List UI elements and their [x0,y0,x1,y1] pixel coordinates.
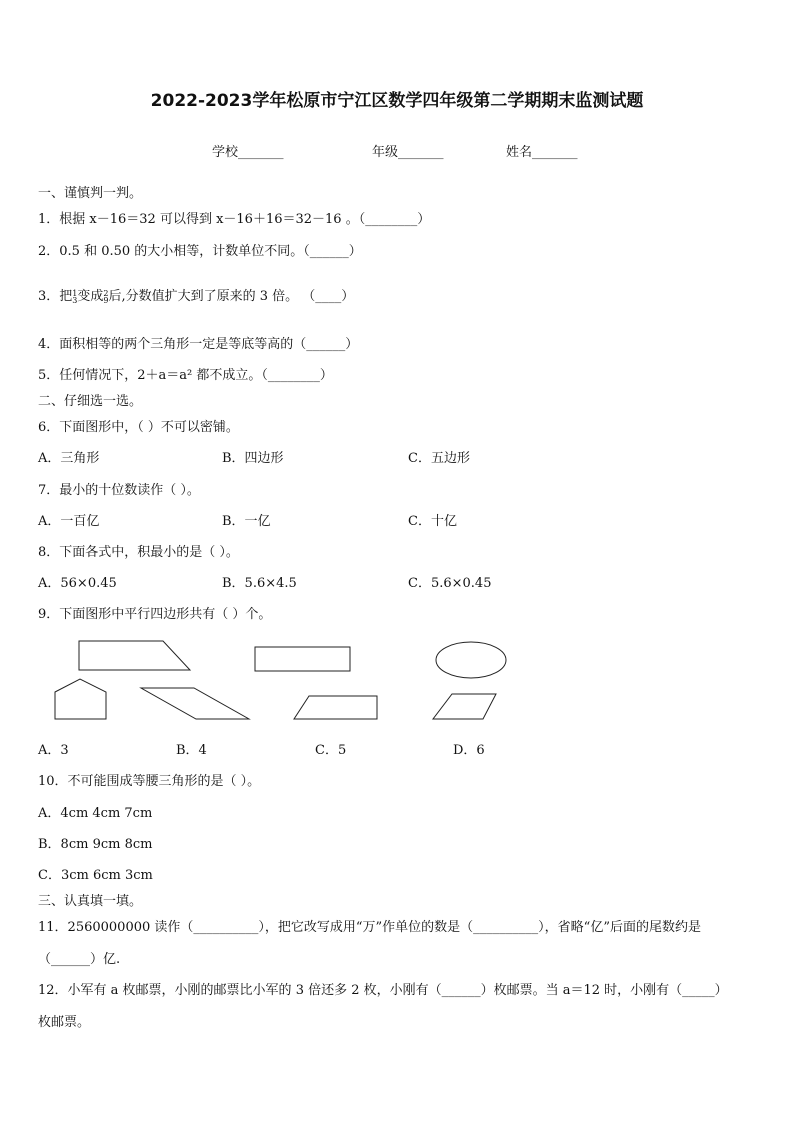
question-8: 8．下面各式中，积最小的是（ ）。 [38,545,239,560]
q7-option-b: B．一亿 [222,514,271,529]
page-title: 2022-2023学年松原市宁江区数学四年级第二学期期末监测试题 [150,91,644,111]
rectangle-shape [255,647,350,671]
q9-option-d: D．6 [453,743,485,758]
question-3 [38,285,354,304]
section-1-heading: 一、谨慎判一判。 [38,186,143,201]
question-12-line-2: 枚邮票。 [38,1015,91,1030]
ellipse-shape [436,642,506,678]
question-4: 4．面积相等的两个三角形一定是等底等高的（______） [38,337,359,352]
question-5: 5．任何情况下，2＋a＝a² 都不成立。（________） [38,368,333,383]
question-12-line-1: 12．小军有 a 枚邮票，小刚的邮票比小军的 3 倍还多 2 枚，小刚有（______）枚邮票。当 a＝12 时，小刚有（_____） [38,983,728,998]
question-11-line-1: 11．2560000000 读作（__________），把它改写成用“万”作单位的数是（__________），省略“亿”后面的尾数约是 [38,920,701,935]
question-9-figures [0,630,794,740]
question-11-line-2: （______）亿. [38,952,121,967]
q8-option-b: B．5.6×4.5 [222,576,297,591]
question-3-middle: 变成 [77,289,104,304]
q10-option-c: C．3cm 6cm 3cm [38,868,153,883]
parallelogram-shape-2 [294,696,377,719]
question-3-suffix: 后,分数值扩大到了原来的 3 倍。 （____） [108,289,355,304]
question-9: 9．下面图形中平行四边形共有（ ）个。 [38,607,272,622]
parallelogram-shape-1 [141,688,249,719]
fraction-two-ninths: 2 9 [103,288,109,305]
q9-option-b: B．4 [176,743,207,758]
question-6: 6．下面图形中，（ ）不可以密铺。 [38,420,239,435]
name-field: 姓名_______ [506,145,578,160]
school-field: 学校_______ [212,145,284,160]
section-2-heading: 二、仔细选一选。 [38,394,143,409]
q10-option-a: A．4cm 4cm 7cm [38,806,153,821]
fraction-one-third: 1 3 [72,288,78,305]
q8-option-c: C．5.6×0.45 [408,576,492,591]
q9-option-c: C．5 [315,743,347,758]
grade-field: 年级_______ [372,145,444,160]
q6-option-c: C．五边形 [408,451,470,466]
q6-option-b: B．四边形 [222,451,284,466]
q8-option-a: A．56×0.45 [38,576,117,591]
q10-option-b: B．8cm 9cm 8cm [38,837,153,852]
question-7: 7．最小的十位数读作（ ）。 [38,483,200,498]
question-3-prefix: 3．把 [38,289,73,304]
parallelogram-shape-3 [433,694,496,719]
q7-option-c: C．十亿 [408,514,457,529]
question-10: 10．不可能围成等腰三角形的是（ ）。 [38,774,261,789]
section-3-heading: 三、认真填一填。 [38,894,143,909]
q6-option-a: A．三角形 [38,451,100,466]
q9-option-a: A．3 [38,743,69,758]
question-1: 1．根据 x－16＝32 可以得到 x－16＋16＝32－16 。（________） [38,212,431,227]
right-trapezoid-shape [79,641,190,670]
q7-option-a: A．一百亿 [38,514,100,529]
pentagon-shape [55,679,106,719]
question-2: 2．0.5 和 0.50 的大小相等，计数单位不同。（______） [38,244,362,259]
